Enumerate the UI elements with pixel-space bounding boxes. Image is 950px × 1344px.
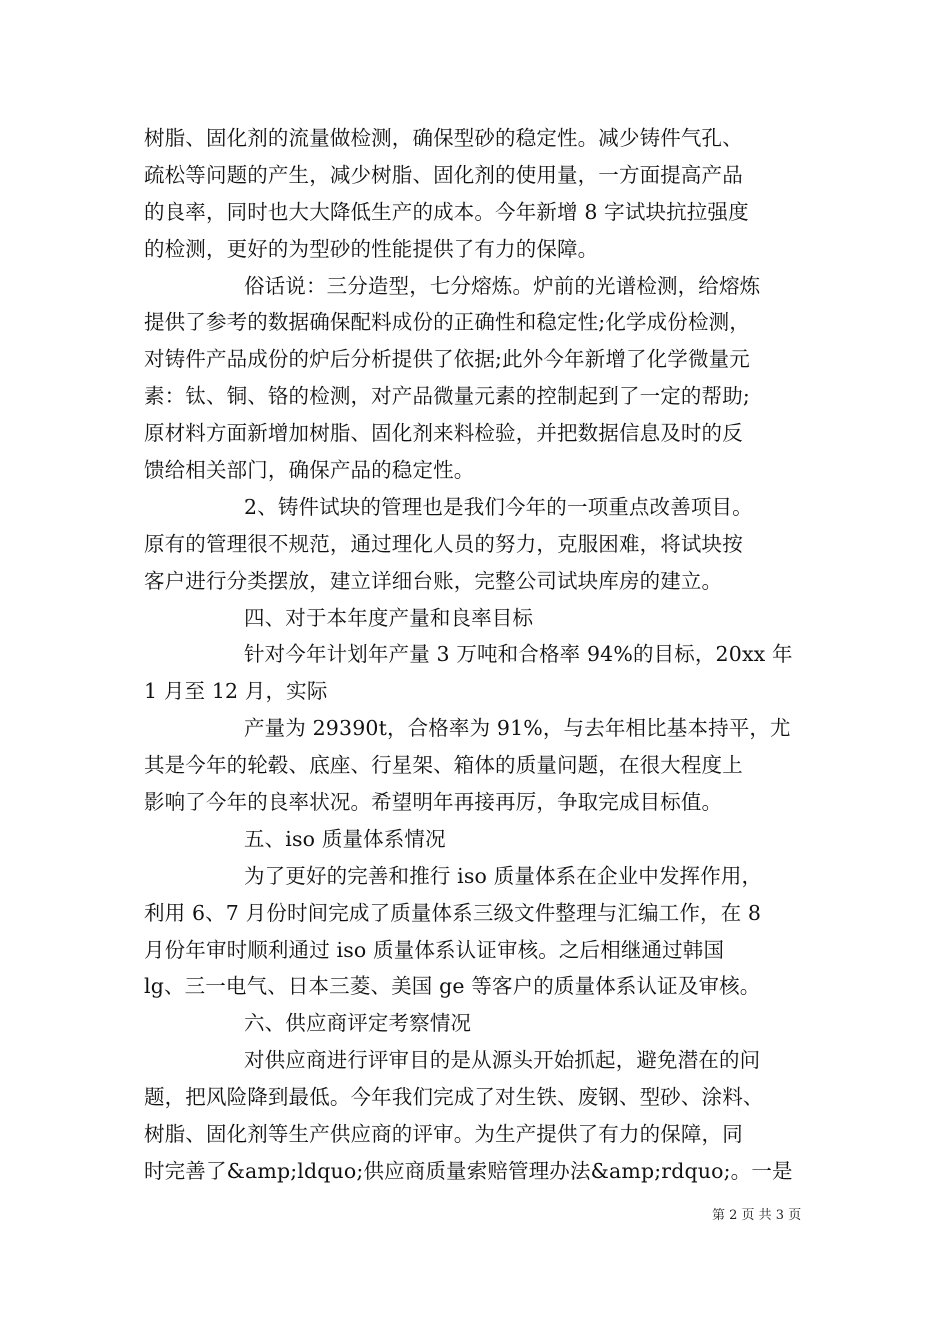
text-line: 树脂、固化剂等生产供应商的评审。为生产提供了有力的保障，同 [144, 1122, 743, 1147]
text-line: 1 月至 12 月，实际 [144, 679, 328, 704]
text-line: 为了更好的完善和推行 iso 质量体系在企业中发挥作用， [244, 863, 763, 888]
text-line: 俗话说：三分造型，七分熔炼。炉前的光谱检测，给熔炼 [244, 273, 761, 298]
text-line: 的检测，更好的为型砂的性能提供了有力的保障。 [144, 236, 599, 261]
text-line: 原有的管理很不规范，通过理化人员的努力，克服困难，将试块按 [144, 531, 743, 556]
text-line: 月份年审时顺利通过 iso 质量体系认证审核。之后相继通过韩国 [144, 937, 725, 962]
text-line: 客户进行分类摆放，建立详细台账，完整公司试块库房的建立。 [144, 568, 723, 593]
text-line: 五、iso 质量体系情况 [244, 826, 446, 851]
text-line: 原材料方面新增加树脂、固化剂来料检验，并把数据信息及时的反 [144, 421, 743, 446]
text-line: 针对今年计划年产量 3 万吨和合格率 94%的目标，20xx 年 [244, 642, 793, 667]
text-line: lg、三一电气、日本三菱、美国 ge 等客户的质量体系认证及审核。 [144, 974, 761, 999]
text-line: 对供应商进行评审目的是从源头开始抓起，避免潜在的问 [244, 1048, 761, 1073]
text-line: 馈给相关部门，确保产品的稳定性。 [144, 458, 475, 483]
text-line: 其是今年的轮毂、底座、行星架、箱体的质量问题，在很大程度上 [144, 753, 743, 778]
text-line: 对铸件产品成份的炉后分析提供了依据;此外今年新增了化学微量元 [144, 347, 750, 372]
text-line: 影响了今年的良率状况。希望明年再接再厉，争取完成目标值。 [144, 790, 723, 815]
text-line: 产量为 29390t，合格率为 91%，与去年相比基本持平，尤 [244, 716, 791, 741]
document-body [144, 120, 816, 1190]
text-line: 树脂、固化剂的流量做检测，确保型砂的稳定性。减少铸件气孔、 [144, 126, 743, 150]
text-line: 题，把风险降到最低。今年我们完成了对生铁、废钢、型砂、涂料、 [144, 1085, 764, 1110]
text-line: 时完善了&amp;ldquo;供应商质量索赔管理办法&amp;rdquo;。一是 [144, 1158, 793, 1183]
page-number: 第 2 页 共 3 页 [712, 1208, 802, 1223]
text-line: 素：钛、铜、铬的检测，对产品微量元素的控制起到了一定的帮助; [144, 384, 750, 409]
text-line: 疏松等问题的产生，减少树脂、固化剂的使用量，一方面提高产品 [144, 162, 743, 187]
text-line: 的良率，同时也大大降低生产的成本。今年新增 8 字试块抗拉强度 [144, 199, 749, 224]
text-line: 提供了参考的数据确保配料成份的正确性和稳定性;化学成份检测， [144, 310, 750, 335]
text-line: 六、供应商评定考察情况 [244, 1011, 472, 1036]
text-line: 利用 6、7 月份时间完成了质量体系三级文件整理与汇编工作，在 8 [144, 900, 762, 925]
text-line: 2、铸件试块的管理也是我们今年的一项重点改善项目。 [244, 494, 753, 519]
text-line: 四、对于本年度产量和良率目标 [244, 605, 534, 630]
